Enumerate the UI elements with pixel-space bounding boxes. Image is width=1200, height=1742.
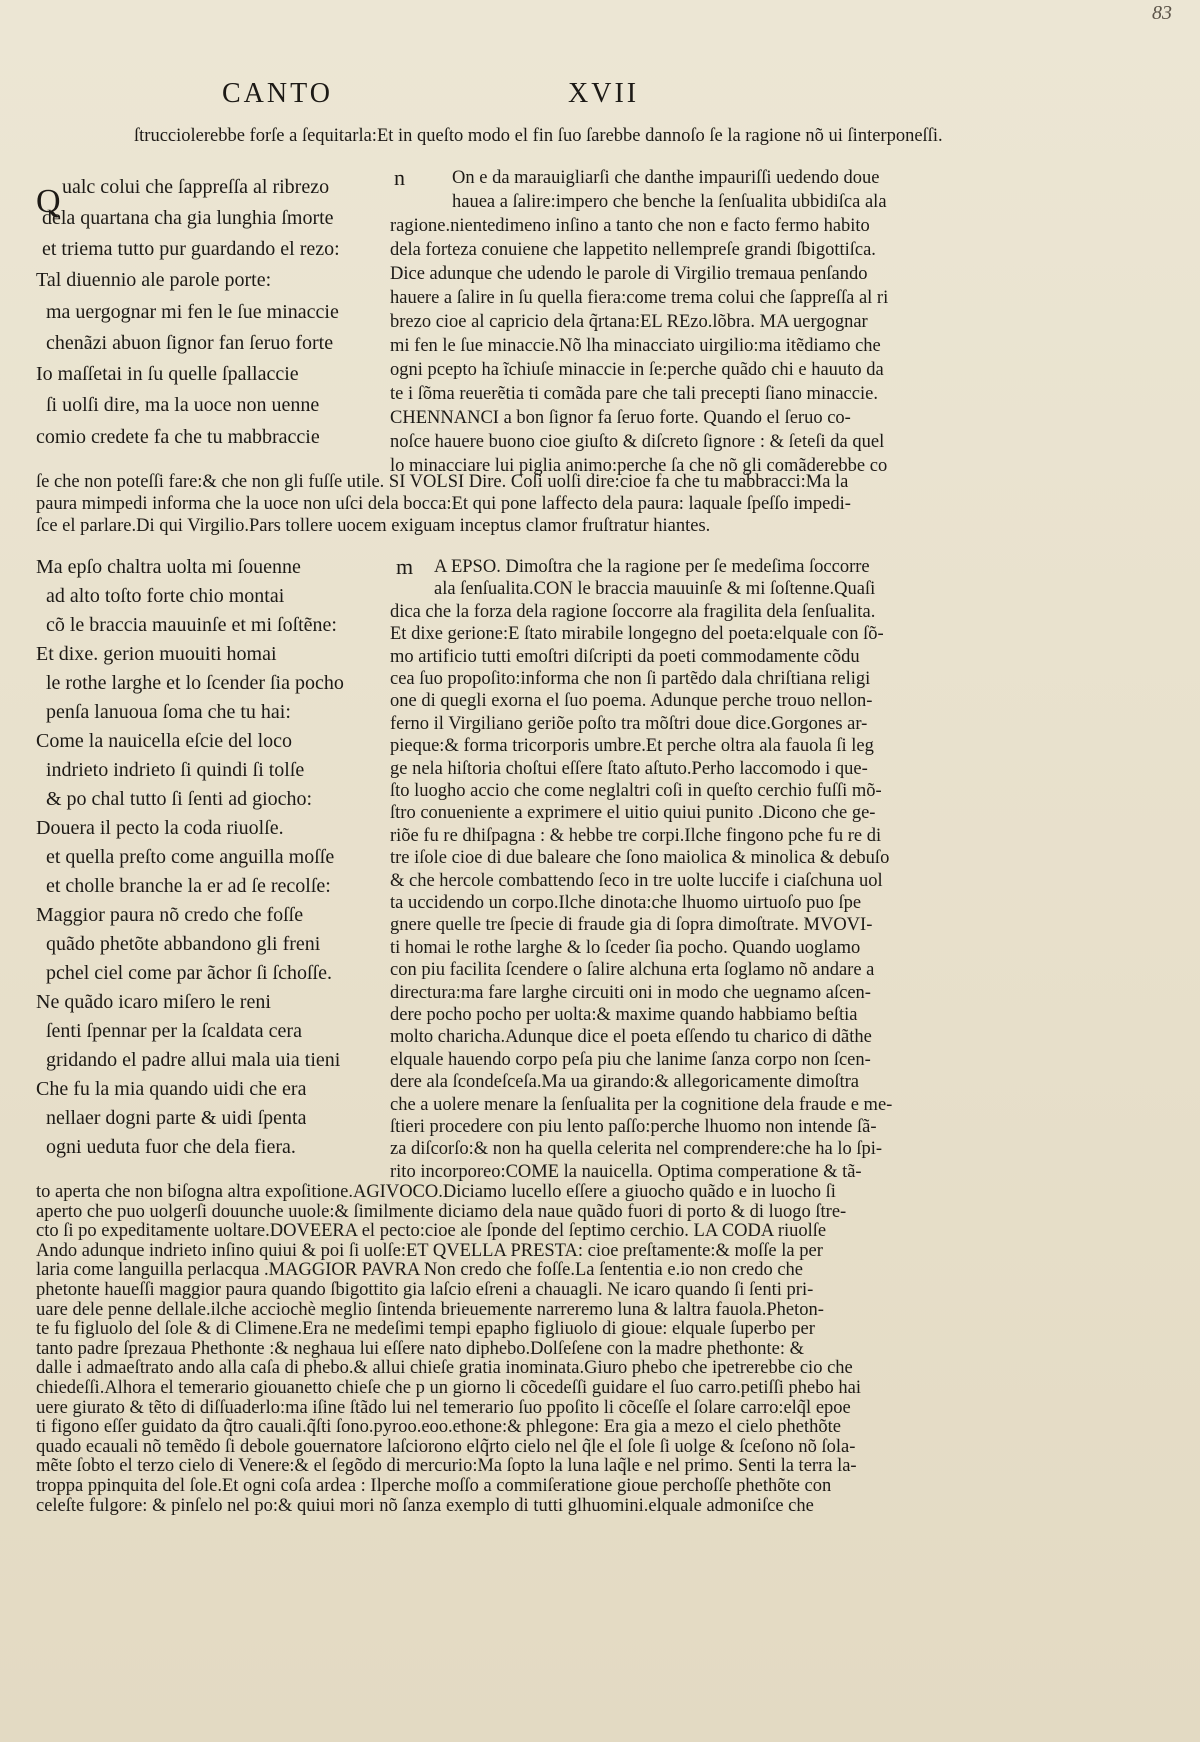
verse-line: quãdo phetõte abbandono gli freni: [46, 933, 321, 955]
commentary-line: rito incorporeo:COME la nauicella. Optima comperatione & tã-: [390, 1161, 862, 1182]
verse-line: indrieto indrieto ſi quindi ſi tolſe: [46, 759, 305, 781]
commentary-line: con piu facilita ſcendere o ſalire alchuna erta ſoglamo nõ andare a: [390, 960, 875, 981]
commentary-line: ſtieri procedere con piu lento paſſo:perche lhuomo non intende ſã-: [390, 1117, 877, 1137]
commentary-line: phetonte haueſſi maggior paura quando ſbigottito gia laſcio eſreni a chauagli. Ne icaro quando ſi ſenti pri-: [36, 1280, 814, 1300]
commentary-line: brezo cioe al capricio dela q̃rtana:EL REzo.lõbra. MA uergognar: [390, 312, 868, 332]
commentary-line: laria come languilla perlacqua .MAGGIOR PAVRA Non credo che foſſe.La ſententia e.io non credo che: [36, 1260, 804, 1281]
commentary-line: uare dele penne dellale.ilche acciochè meglio ſintenda brieuemente narreremo luna & laltra fauola.Pheton-: [36, 1299, 824, 1320]
running-head-number: XVII: [568, 78, 640, 109]
commentary-line: ala ſenſualita.CON le braccia mauuinſe & mi ſoſtenne.Quaſi: [434, 579, 876, 600]
verse-line: et cholle branche la er ad ſe recolſe:: [46, 875, 331, 897]
commentary-line: cea ſuo propoſito:informa che non ſi partẽdo dala chriſtiana religi: [390, 669, 871, 689]
commentary-line: ſce el parlare.Di qui Virgilio.Pars tollere uocem exiguam inceptus clamor fruſtratur hiantes.: [36, 516, 711, 536]
commentary-line: Ando adunque indrieto inſino quiui & poi ſi uolſe:ET QVELLA PRESTA: cioe preſtamente:& moſſe la per: [36, 1240, 823, 1261]
verse-line: Che fu la mia quando uidi che era: [36, 1078, 307, 1100]
commentary-line: one di quegli exorna el ſuo poema. Adunque perche trouo nellon-: [390, 691, 873, 712]
commentary-line: ragione.nientedimeno inſino a tanto che non e facto fermo habito: [390, 216, 870, 236]
commentary-initial: m: [396, 554, 414, 579]
commentary-line: tanto padre ſprezaua Phethonte :& neghaua lui eſſere nato diphebo.Dolſeſene con la madre phethonte: &: [36, 1338, 804, 1359]
commentary-line: riõe fu re dhiſpagna : & hebbe tre corpi.Ilche fingono pche fu re di: [390, 825, 882, 846]
commentary-line: ferno il Virgiliano geriõe poſto tra mõſtri doue dice.Gorgones ar-: [390, 713, 868, 734]
commentary-line: pieque:& forma tricorporis umbre.Et perche oltra ala fauola ſi leg: [390, 736, 874, 757]
text-line: ſtrucciolerebbe forſe a ſequitarla:Et in queſto modo el fin ſuo ſarebbe dannoſo ſe la ragione nõ ui ſinterponeſſi.: [134, 126, 943, 146]
commentary-line: mi fen le ſue minaccie.Nõ lha minacciato uirgilio:ma itẽdiamo che: [390, 336, 881, 356]
verse-line: Ne quãdo icaro miſero le reni: [36, 991, 271, 1013]
commentary-line: uere giurato & tẽto di diſſuaderlo:ma iſine ſtãdo lui nel temerario ſuo ppoſito li cõceſſe el ſolare carro:elq̃l epoe: [36, 1397, 851, 1418]
commentary-line: Dice adunque che udendo le parole di Virgilio tremaua penſando: [390, 264, 868, 284]
commentary-line: A EPSO. Dimoſtra che la ragione per ſe medeſima ſoccorre: [434, 557, 870, 577]
commentary-line: ti figono eſſer guidato da q̃tro cauali.q̃ſti ſono.pyroo.eoo.ethone:& phlegone: Era gia a mezo el cielo phethõte: [36, 1417, 842, 1438]
commentary-line: chiedeſſi.Alhora el temerario giouanetto chieſe che p un giorno li cõcedeſſi guidare el ſuo carro.petiſſi phebo hai: [36, 1378, 861, 1398]
commentary-line: dica che la forza dela ragione ſoccorre ala fragilita dela ſenſualita.: [390, 601, 876, 622]
commentary-line: gnere quelle tre ſpecie di fraude gia di ſopra dimoſtrate. MVOVI-: [390, 915, 873, 936]
commentary-line: quado ecauali nõ temẽdo ſi debole gouernatore laſciorono elq̃rto cielo nel q̃le el ſole ſi uolge & ſceſono nõ ſola-: [36, 1436, 856, 1457]
verse-line: ualc colui che ſappreſſa al ribrezo: [62, 176, 330, 198]
verse-line: & po chal tutto ſi ſenti ad giocho:: [46, 788, 313, 810]
commentary-line: hauea a ſalire:impero che benche la ſenſualita ubbidiſca ala: [452, 192, 887, 212]
commentary-line: che a uolere menare la ſenſualita per la cognitione dela fraude e me-: [390, 1094, 893, 1115]
commentary-line: to aperta che non biſogna altra expoſitione.AGIVOCO.Diciamo lucello eſſere a giuocho quãdo e in luocho ſi: [36, 1182, 836, 1202]
commentary-line: ta uccidendo un corpo.Ilche dinota:che lhuomo uirtuoſo puo ſpe: [390, 893, 862, 913]
verse-block-1: [36, 175, 386, 495]
commentary-line: hauere a ſalire in ſu quella fiera:come trema colui che ſappreſſa al ri: [390, 288, 889, 308]
commentary-initial: n: [394, 165, 405, 190]
commentary-block-1: [390, 166, 980, 486]
commentary-line: dalle i admaeſtrato ando alla caſa di phebo.& allui chieſe gratia inominata.Giuro phebo che ipetrerebbe cio che: [36, 1358, 853, 1379]
verse-line: Et dixe. gerion muouiti homai: [36, 643, 277, 665]
commentary-line: te i ſõma reuerẽtia ti comãda pare che tali precepti ſiano minaccie.: [390, 384, 878, 404]
verse-line: Douera il pecto la coda riuolſe.: [36, 817, 284, 839]
commentary-line: ti homai le rothe larghe & lo ſceder ſia pocho. Quando uoglamo: [390, 937, 861, 958]
verse-line: ſenti ſpennar per la ſcaldata cera: [46, 1020, 302, 1042]
verse-block-2: [36, 555, 386, 1175]
verse-line: pchel ciel come par ãchor ſi ſchoſſe.: [46, 962, 332, 984]
commentary-line: mẽte ſobto el terzo cielo di Venere:& el ſegõdo di mercurio:Ma ſopto la luna laq̃le e nel primo. Senti la terra la-: [36, 1456, 857, 1477]
commentary-line: molto charicha.Adunque dice el poeta eſſendo tu charico di dãthe: [390, 1027, 872, 1048]
verse-line: Tal diuennio ale parole porte:: [36, 269, 272, 291]
commentary-line: ogni pcepto ha ĩchiuſe minaccie in ſe:perche quãdo chi e hauuto da: [390, 360, 884, 380]
verse-line: Io maſſetai in ſu quelle ſpallaccie: [36, 363, 299, 385]
verse-line: ad alto toſto forte chio montai: [46, 585, 285, 607]
commentary-line: elquale hauendo corpo peſa piu che lanime ſanza corpo non ſcen-: [390, 1049, 871, 1070]
verse-line: Maggior paura nõ credo che foſſe: [36, 904, 304, 926]
verse-line: Come la nauicella eſcie del loco: [36, 730, 292, 752]
verse-line: dela quartana cha gia lunghia ſmorte: [42, 207, 334, 229]
folio-number: 83: [1152, 2, 1172, 24]
verse-line: cõ le braccia mauuinſe et mi ſoſtẽne:: [46, 614, 337, 636]
commentary-line: noſce hauere buono cioe giuſto & diſcreto ſignore : & ſeteſi da quel: [390, 432, 885, 452]
commentary-line: cto ſi po expeditamente uoltare.DOVEERA el pecto:cioe ale ſponde del ſeptimo cerchio. LA CODA riuolſe: [36, 1221, 827, 1242]
verse-line: ſi uolſi dire, ma la uoce non uenne: [46, 394, 320, 416]
commentary-line: On e da marauigliarſi che danthe impauriſſi uedendo doue: [452, 168, 880, 188]
commentary-line: mo artificio tutti emoſtri diſcripti da poeti commodamente cõdu: [390, 646, 860, 667]
commentary-line: Et dixe gerione:E ſtato mirabile longegno del poeta:elquale con ſõ-: [390, 624, 884, 645]
commentary-line: lo minacciare lui piglia animo:perche ſa che nõ gli comãderebbe co: [390, 456, 888, 476]
commentary-line: za diſcorſo:& non ha quella celerita nel comprendere:che ha lo ſpi-: [390, 1139, 883, 1160]
commentary-line: ſe che non poteſſi fare:& che non gli fuſſe utile. SI VOLSI Dire. Coſi uolſi dire:cioe fa che tu mabbracci:Ma la: [36, 472, 849, 492]
verse-line: nellaer dogni parte & uidi ſpenta: [46, 1107, 307, 1129]
commentary-line: ſtro conueniente a exprimere el uitio quiui punito .Dicono che ge-: [390, 803, 876, 824]
verse-line: comio credete fa che tu mabbraccie: [36, 426, 320, 448]
commentary-line: CHENNANCI a bon ſignor fa ſeruo forte. Quando el ſeruo co-: [390, 408, 851, 428]
commentary-line: aperto che puo uolgerſi douunche uuole:& ſimilmente diciamo dela naue quãdo fuori di porto & di luogo ſtre-: [36, 1201, 847, 1222]
verse-line: et quella preſto come anguilla moſſe: [46, 846, 335, 868]
verse-line: le rothe larghe et lo ſcender ſia pocho: [46, 672, 344, 694]
commentary-line: troppa ppinquita del ſole.Et ogni coſa ardea : Ilperche moſſo a commiſeratione gioue perchoſſe phethõte con: [36, 1476, 832, 1496]
verse-line: penſa lanuoua ſoma che tu hai:: [46, 701, 291, 723]
commentary-line: ſto luogho accio che come neglaltri coſi in queſto cerchio fuſſi mõ-: [390, 781, 882, 801]
running-head: [0, 78, 1200, 118]
commentary-line: tre iſole cioe di due baleare che ſono maiolica & minolica & debuſo: [390, 848, 890, 869]
commentary-line: & che hercole combattendo ſeco in tre uolte luccife i ciaſchuna uol: [390, 870, 883, 891]
commentary-line: dela forteza conuiene che lappetito nellempreſe grandi ſbigottiſca.: [390, 240, 876, 260]
commentary-line: celeſte fulgore: & pinſelo nel po:& quiui mori nõ ſanza exemplo di tutti glhuomini.elquale admoniſce che: [36, 1495, 814, 1516]
verse-line: et triema tutto pur guardando el rezo:: [42, 238, 340, 260]
commentary-line: directura:ma fare larghe circuiti oni in modo che uegnamo aſcen-: [390, 982, 871, 1003]
verse-line: gridando el padre allui mala uia tieni: [46, 1049, 341, 1071]
verse-line: ma uergognar mi fen le ſue minaccie: [46, 301, 339, 323]
commentary-line: te fu figluolo del ſole & di Climene.Era ne medeſimi tempi epapho figliuolo di gioue: elquale ſuperbo per: [36, 1319, 815, 1340]
verse-initial: Q: [36, 183, 61, 220]
verse-line: ogni ueduta fuor che dela fiera.: [46, 1136, 296, 1158]
commentary-line: paura mimpedi informa che la uoce non uſci dela bocca:Et qui pone laffecto dela paura: laquale ſpeſſo impedi-: [36, 494, 851, 514]
verse-line: chenãzi abuon ſignor fan ſeruo forte: [46, 332, 334, 354]
running-head-canto: CANTO: [222, 78, 333, 109]
commentary-line: dere pocho pocho per uolta:& maxime quando habbiamo beſtia: [390, 1005, 858, 1025]
commentary-line: dere ala ſcondeſceſa.Ma ua girando:& allegoricamente dimoſtra: [390, 1072, 859, 1093]
commentary-line: ge nela hiſtoria choſtui eſſere ſtato aſtuto.Perho laccomodo i que-: [390, 758, 868, 779]
commentary-block-2: [390, 555, 980, 1195]
verse-line: Ma epſo chaltra uolta mi ſouenne: [36, 556, 301, 578]
